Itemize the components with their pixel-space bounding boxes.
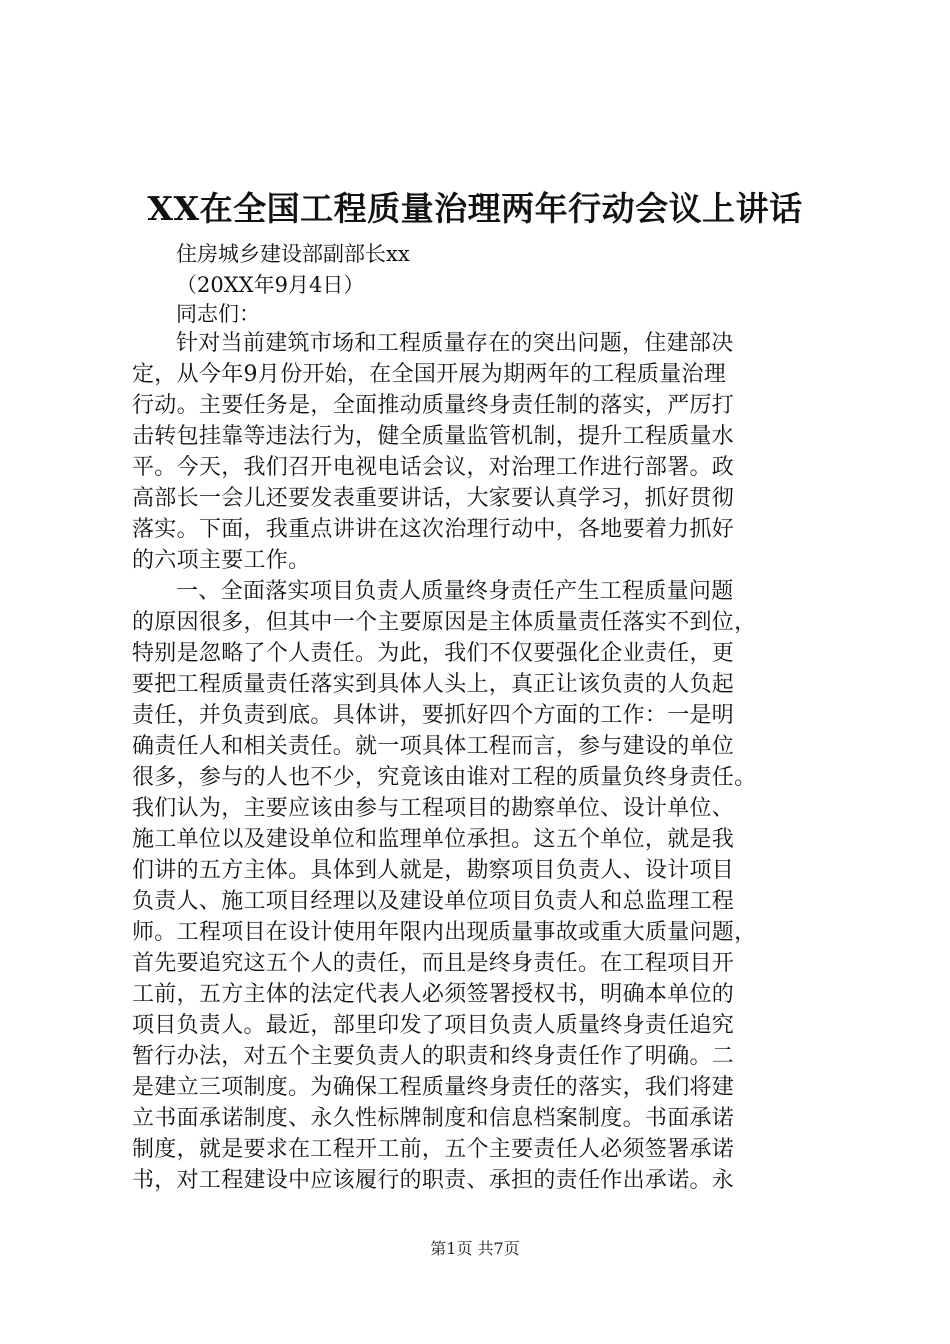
body-line: 高部长一会儿还要发表重要讲话，大家要认真学习，抓好贯彻 xyxy=(132,486,735,511)
body-line: 立书面承诺制度、永久性标牌制度和信息档案制度。书面承诺 xyxy=(132,1106,735,1131)
body-line: 责任，并负责到底。具体讲，要抓好四个方面的工作：一是明 xyxy=(132,703,735,728)
body-line: 项目负责人。最近，部里印发了项目负责人质量终身责任追究 xyxy=(132,1013,735,1038)
salutation: 同志们： xyxy=(176,302,260,326)
body-line: 制度，就是要求在工程开工前，五个主要责任人必须签署承诺 xyxy=(132,1137,735,1162)
body-line: 特别是忽略了个人责任。为此，我们不仅要强化企业责任，更 xyxy=(132,641,735,666)
body-line: 针对当前建筑市场和工程质量存在的突出问题，住建部决 xyxy=(176,331,734,356)
body-line: 行动。主要任务是，全面推动质量终身责任制的落实，严厉打 xyxy=(132,393,735,418)
body-line: 平。今天，我们召开电视电话会议，对治理工作进行部署。政 xyxy=(132,455,735,480)
body-line: 的原因很多，但其中一个主要原因是主体质量责任落实不到位， xyxy=(132,610,757,635)
body-line: 我们认为，主要应该由参与工程项目的勘察单位、设计单位、 xyxy=(132,796,735,821)
date-line: （20XX年9月4日） xyxy=(176,273,365,297)
body-line: 首先要追究这五个人的责任，而且是终身责任。在工程项目开 xyxy=(132,951,735,976)
body-line: 书，对工程建设中应该履行的职责、承担的责任作出承诺。永 xyxy=(132,1168,735,1193)
speech-body xyxy=(132,328,832,1196)
body-line: 确责任人和相关责任。就一项具体工程而言，参与建设的单位 xyxy=(132,734,735,759)
body-line: 施工单位以及建设单位和监理单位承担。这五个单位，就是我 xyxy=(132,827,735,852)
body-line: 落实。下面，我重点讲讲在这次治理行动中，各地要着力抓好 xyxy=(132,517,735,542)
body-line: 击转包挂靠等违法行为，健全质量监管机制，提升工程质量水 xyxy=(132,424,735,449)
page-number: 第1页 共7页 xyxy=(430,1239,520,1258)
author-line: 住房城乡建设部副部长xx xyxy=(176,242,410,266)
body-line: 是建立三项制度。为确保工程质量终身责任的落实，我们将建 xyxy=(132,1075,735,1100)
body-line: 定，从今年9月份开始，在全国开展为期两年的工程质量治理 xyxy=(132,362,727,387)
body-line: 师。工程项目在设计使用年限内出现质量事故或重大质量问题， xyxy=(132,920,757,945)
body-line: 暂行办法，对五个主要负责人的职责和终身责任作了明确。二 xyxy=(132,1044,735,1069)
body-line: 们讲的五方主体。具体到人就是，勘察项目负责人、设计项目 xyxy=(132,858,735,883)
body-line: 一、全面落实项目负责人质量终身责任产生工程质量问题 xyxy=(176,579,734,604)
body-line: 的六项主要工作。 xyxy=(132,548,311,573)
body-line: 要把工程质量责任落实到具体人头上，真正让该负责的人负起 xyxy=(132,672,735,697)
document-title: XX在全国工程质量治理两年行动会议上讲话 xyxy=(147,189,803,228)
body-line: 很多，参与的人也不少，究竟该由谁对工程的质量负终身责任。 xyxy=(132,765,757,790)
body-line: 负责人、施工项目经理以及建设单位项目负责人和总监理工程 xyxy=(132,889,735,914)
body-line: 工前，五方主体的法定代表人必须签署授权书，明确本单位的 xyxy=(132,982,735,1007)
